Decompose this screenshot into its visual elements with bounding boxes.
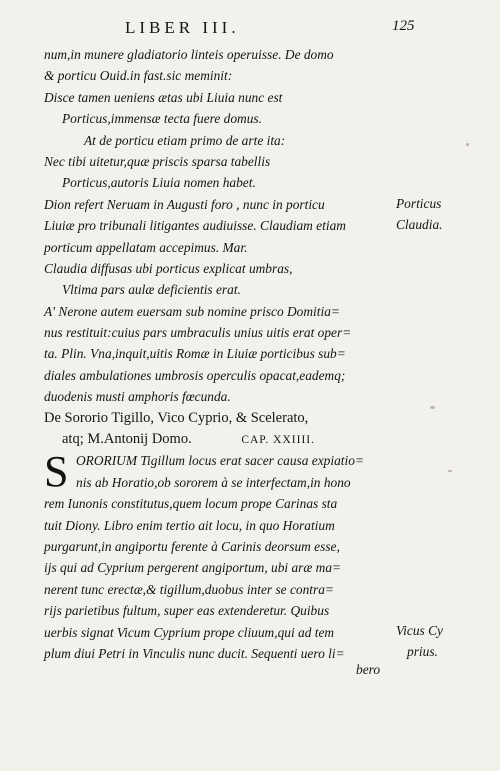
text-line: purgarunt,in angiportu ferente à Carinis deorsum esse, (44, 538, 340, 554)
verse-line: Claudia diffusas ubi porticus explicat umbras, (44, 260, 293, 276)
text-line: porticum appellatam accepimus. Mar. (44, 239, 248, 255)
text-line: nis ab Horatio,ob sororem à se interfectam,in hono (76, 474, 351, 490)
verse-line: Nec tibi uitetur,quæ priscis sparsa tabellis (44, 153, 271, 169)
paper-speck (466, 143, 469, 146)
text-line: duodenis musti amphoris fœcunda. (44, 389, 231, 405)
paper-speck (448, 470, 452, 472)
text-line: nerent tunc erectæ,& tigillum,duobus inter se contra= (44, 581, 334, 597)
chapter-heading-text: atq; M.Antonij Domo. (62, 431, 192, 448)
text-line: num,in munere gladiatorio linteis operuisse. De domo (44, 47, 334, 62)
verse-line: Vltima pars aulæ deficientis erat. (62, 282, 241, 298)
text-line: Dion refert Neruam in Augusti foro , nunc in porticu (44, 196, 325, 212)
main-text-column (44, 44, 394, 664)
margin-note-porticus: Porticus (396, 196, 442, 211)
margin-note-vicus-2: prius. (407, 644, 438, 659)
text-line: At de porticu etiam primo de arte ita: (84, 132, 286, 148)
page-number: 125 (392, 18, 415, 34)
margin-note-vicus-1: Vicus Cy (396, 623, 443, 638)
text-line: A' Nerone autem euersam sub nomine prisco Domitia= (44, 303, 340, 319)
text-line: & porticu Ouid.in fast.sic meminit: (44, 68, 233, 84)
chapter-body (44, 447, 394, 664)
text-line: nus restituit:cuius pars umbraculis unius uitis erat oper= (44, 325, 352, 341)
text-line: plum diui Petri in Vinculis nunc ducit. Sequenti uero li= (44, 645, 345, 661)
catchword: bero (356, 662, 381, 677)
text-line: ijs qui ad Cyprium pergerent angiportum, ubi aræ ma= (44, 560, 342, 576)
chapter-label: CAP. XXIIII. (241, 434, 315, 447)
verse-line: Porticus,autoris Liuia nomen habet. (62, 175, 256, 191)
verse-line: Disce tamen ueniens ætas ubi Liuia nunc est (44, 89, 283, 105)
text-line: ORORIUM Tigillum locus erat sacer causa expiatio= (76, 453, 364, 469)
text-line: tuit Diony. Libro enim tertio ait locu, in quo Horatium (44, 517, 335, 533)
text-line: Liuiæ pro tribunali litigantes audiuisse. Claudiam etiam (44, 218, 346, 234)
chapter-heading-line2 (44, 429, 394, 450)
text-line: rijs parietibus fultum, super eas extenderetur. Quibus (44, 603, 330, 619)
text-line: rem Iunonis constitutus,quem locum prope Carinas sta (44, 496, 338, 512)
paper-speck (430, 406, 435, 409)
verse-line: Porticus,immensæ tecta fuere domus. (62, 111, 262, 127)
page-header (0, 18, 500, 42)
drop-capital: S (44, 447, 69, 497)
margin-note-claudia: Claudia. (396, 217, 443, 232)
text-line: diales ambulationes umbrosis operculis opacat,eademq; (44, 367, 346, 383)
chapter-heading-line1: De Sororio Tigillo, Vico Cyprio, & Scelerato, (44, 409, 309, 426)
text-line: ta. Plin. Vna,inquit,uitis Romæ in Liuiæ porticibus sub= (44, 346, 346, 362)
text-line: uerbis signat Vicum Cyprium prope cliuum,qui ad tem (44, 624, 335, 640)
running-head: LIBER III. (125, 18, 240, 37)
